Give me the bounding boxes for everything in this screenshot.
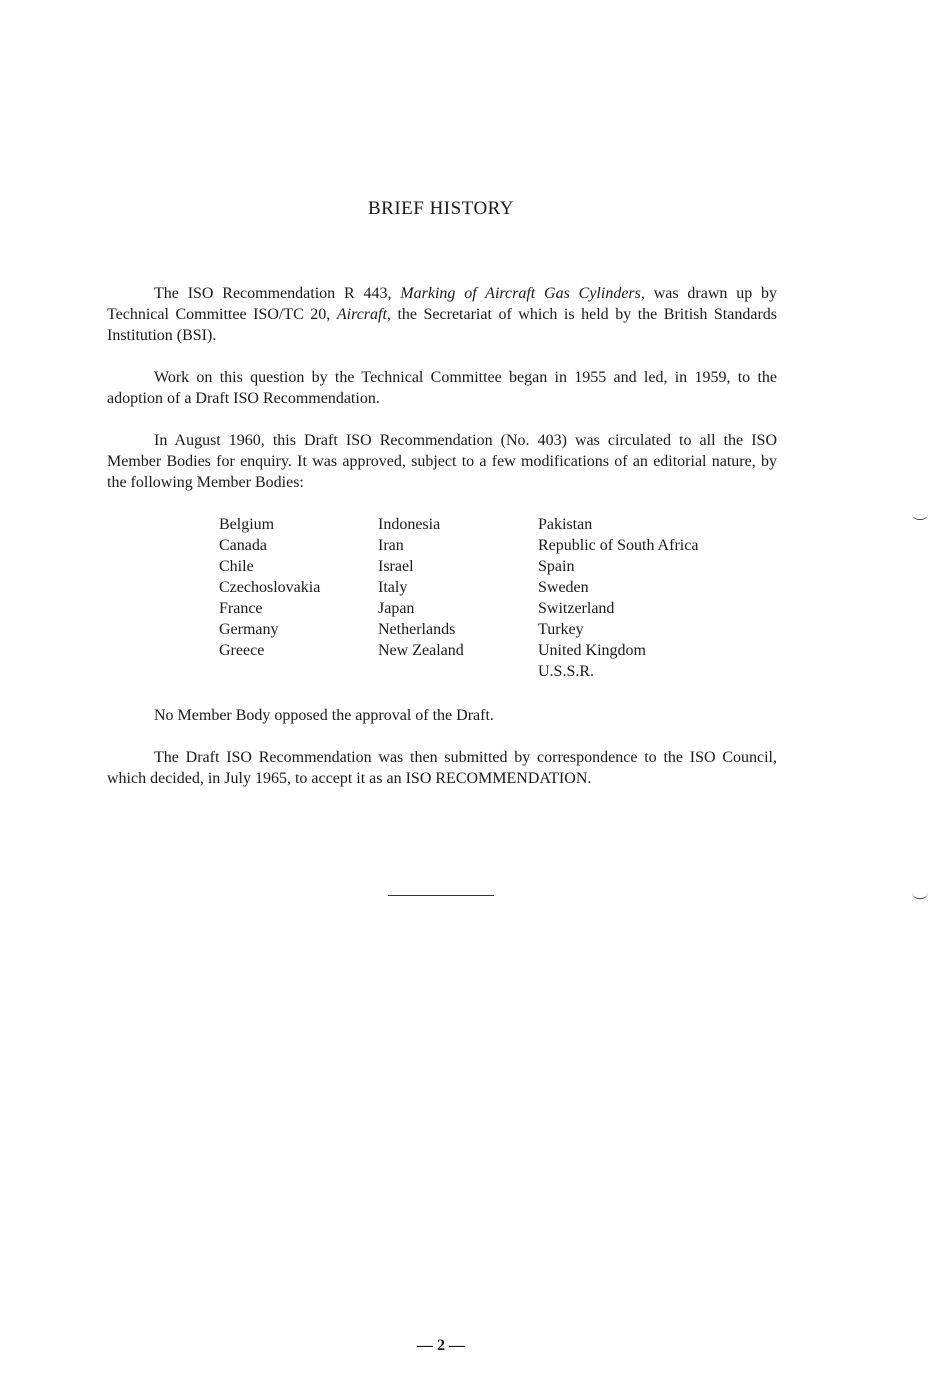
member-body: Israel	[378, 558, 414, 575]
scan-margin-mark	[912, 892, 928, 899]
paragraph-origin-text-2: , was drawn up by Technical Committee ISO/TC 20,	[107, 285, 778, 323]
paragraph-council-decision-text: The Draft ISO Recommendation was then submitted by correspondence to the ISO Council, which decided, in July 1965, to accept it as an ISO RECOMMENDATION.	[107, 749, 777, 787]
paragraph-origin	[107, 283, 777, 346]
member-body: Czechoslovakia	[219, 579, 321, 596]
member-body: France	[219, 600, 263, 617]
paragraph-work-text: Work on this question by the Technical Committee began in 1955 and led, in 1959, to the adoption of a Draft ISO Recommendation.	[107, 369, 777, 407]
page-title: BRIEF HISTORY	[367, 198, 515, 219]
paragraph-origin-text-3: , the Secretariat of which is held by the British Standards Institution (BSI).	[107, 306, 777, 344]
member-body: Netherlands	[378, 621, 456, 638]
scan-margin-mark	[912, 513, 928, 520]
member-body: U.S.S.R.	[538, 663, 595, 680]
member-body: United Kingdom	[538, 642, 646, 659]
document-title-italic: Marking of Aircraft Gas Cylinders	[400, 285, 641, 302]
member-bodies-column-2	[378, 514, 464, 661]
paragraph-no-opposition-text: No Member Body opposed the approval of the Draft.	[154, 707, 494, 724]
committee-name-italic: Aircraft	[336, 306, 387, 323]
paragraph-council-decision	[107, 747, 777, 789]
member-body: Turkey	[538, 621, 584, 638]
member-bodies-column-3	[538, 514, 698, 682]
member-body: Switzerland	[538, 600, 615, 617]
member-body: Chile	[219, 558, 254, 575]
section-divider	[388, 895, 494, 896]
paragraph-circulation	[107, 430, 777, 493]
paragraph-no-opposition	[107, 705, 777, 726]
paragraph-work	[107, 367, 777, 409]
member-body: Germany	[219, 621, 279, 638]
member-body: Canada	[219, 537, 267, 554]
page-number: — 2 —	[417, 1337, 465, 1354]
member-body: Greece	[219, 642, 265, 659]
member-body: Pakistan	[538, 516, 593, 533]
member-body: Iran	[378, 537, 404, 554]
paragraph-origin-text-1: The ISO Recommendation R 443,	[154, 285, 401, 302]
member-body: Sweden	[538, 579, 589, 596]
member-bodies-column-1	[219, 514, 320, 661]
member-body: Spain	[538, 558, 575, 575]
member-body: Belgium	[219, 516, 275, 533]
member-body: Republic of South Africa	[538, 537, 699, 554]
member-body: Japan	[378, 600, 415, 617]
member-body: New Zealand	[378, 642, 464, 659]
member-body: Indonesia	[378, 516, 441, 533]
member-body: Italy	[378, 579, 408, 596]
paragraph-circulation-text: In August 1960, this Draft ISO Recommendation (No. 403) was circulated to all the ISO Member Bodies for enquiry. It was approved, subject to a few modifications of an editorial nature, by the following Member Bodies:	[107, 432, 777, 491]
